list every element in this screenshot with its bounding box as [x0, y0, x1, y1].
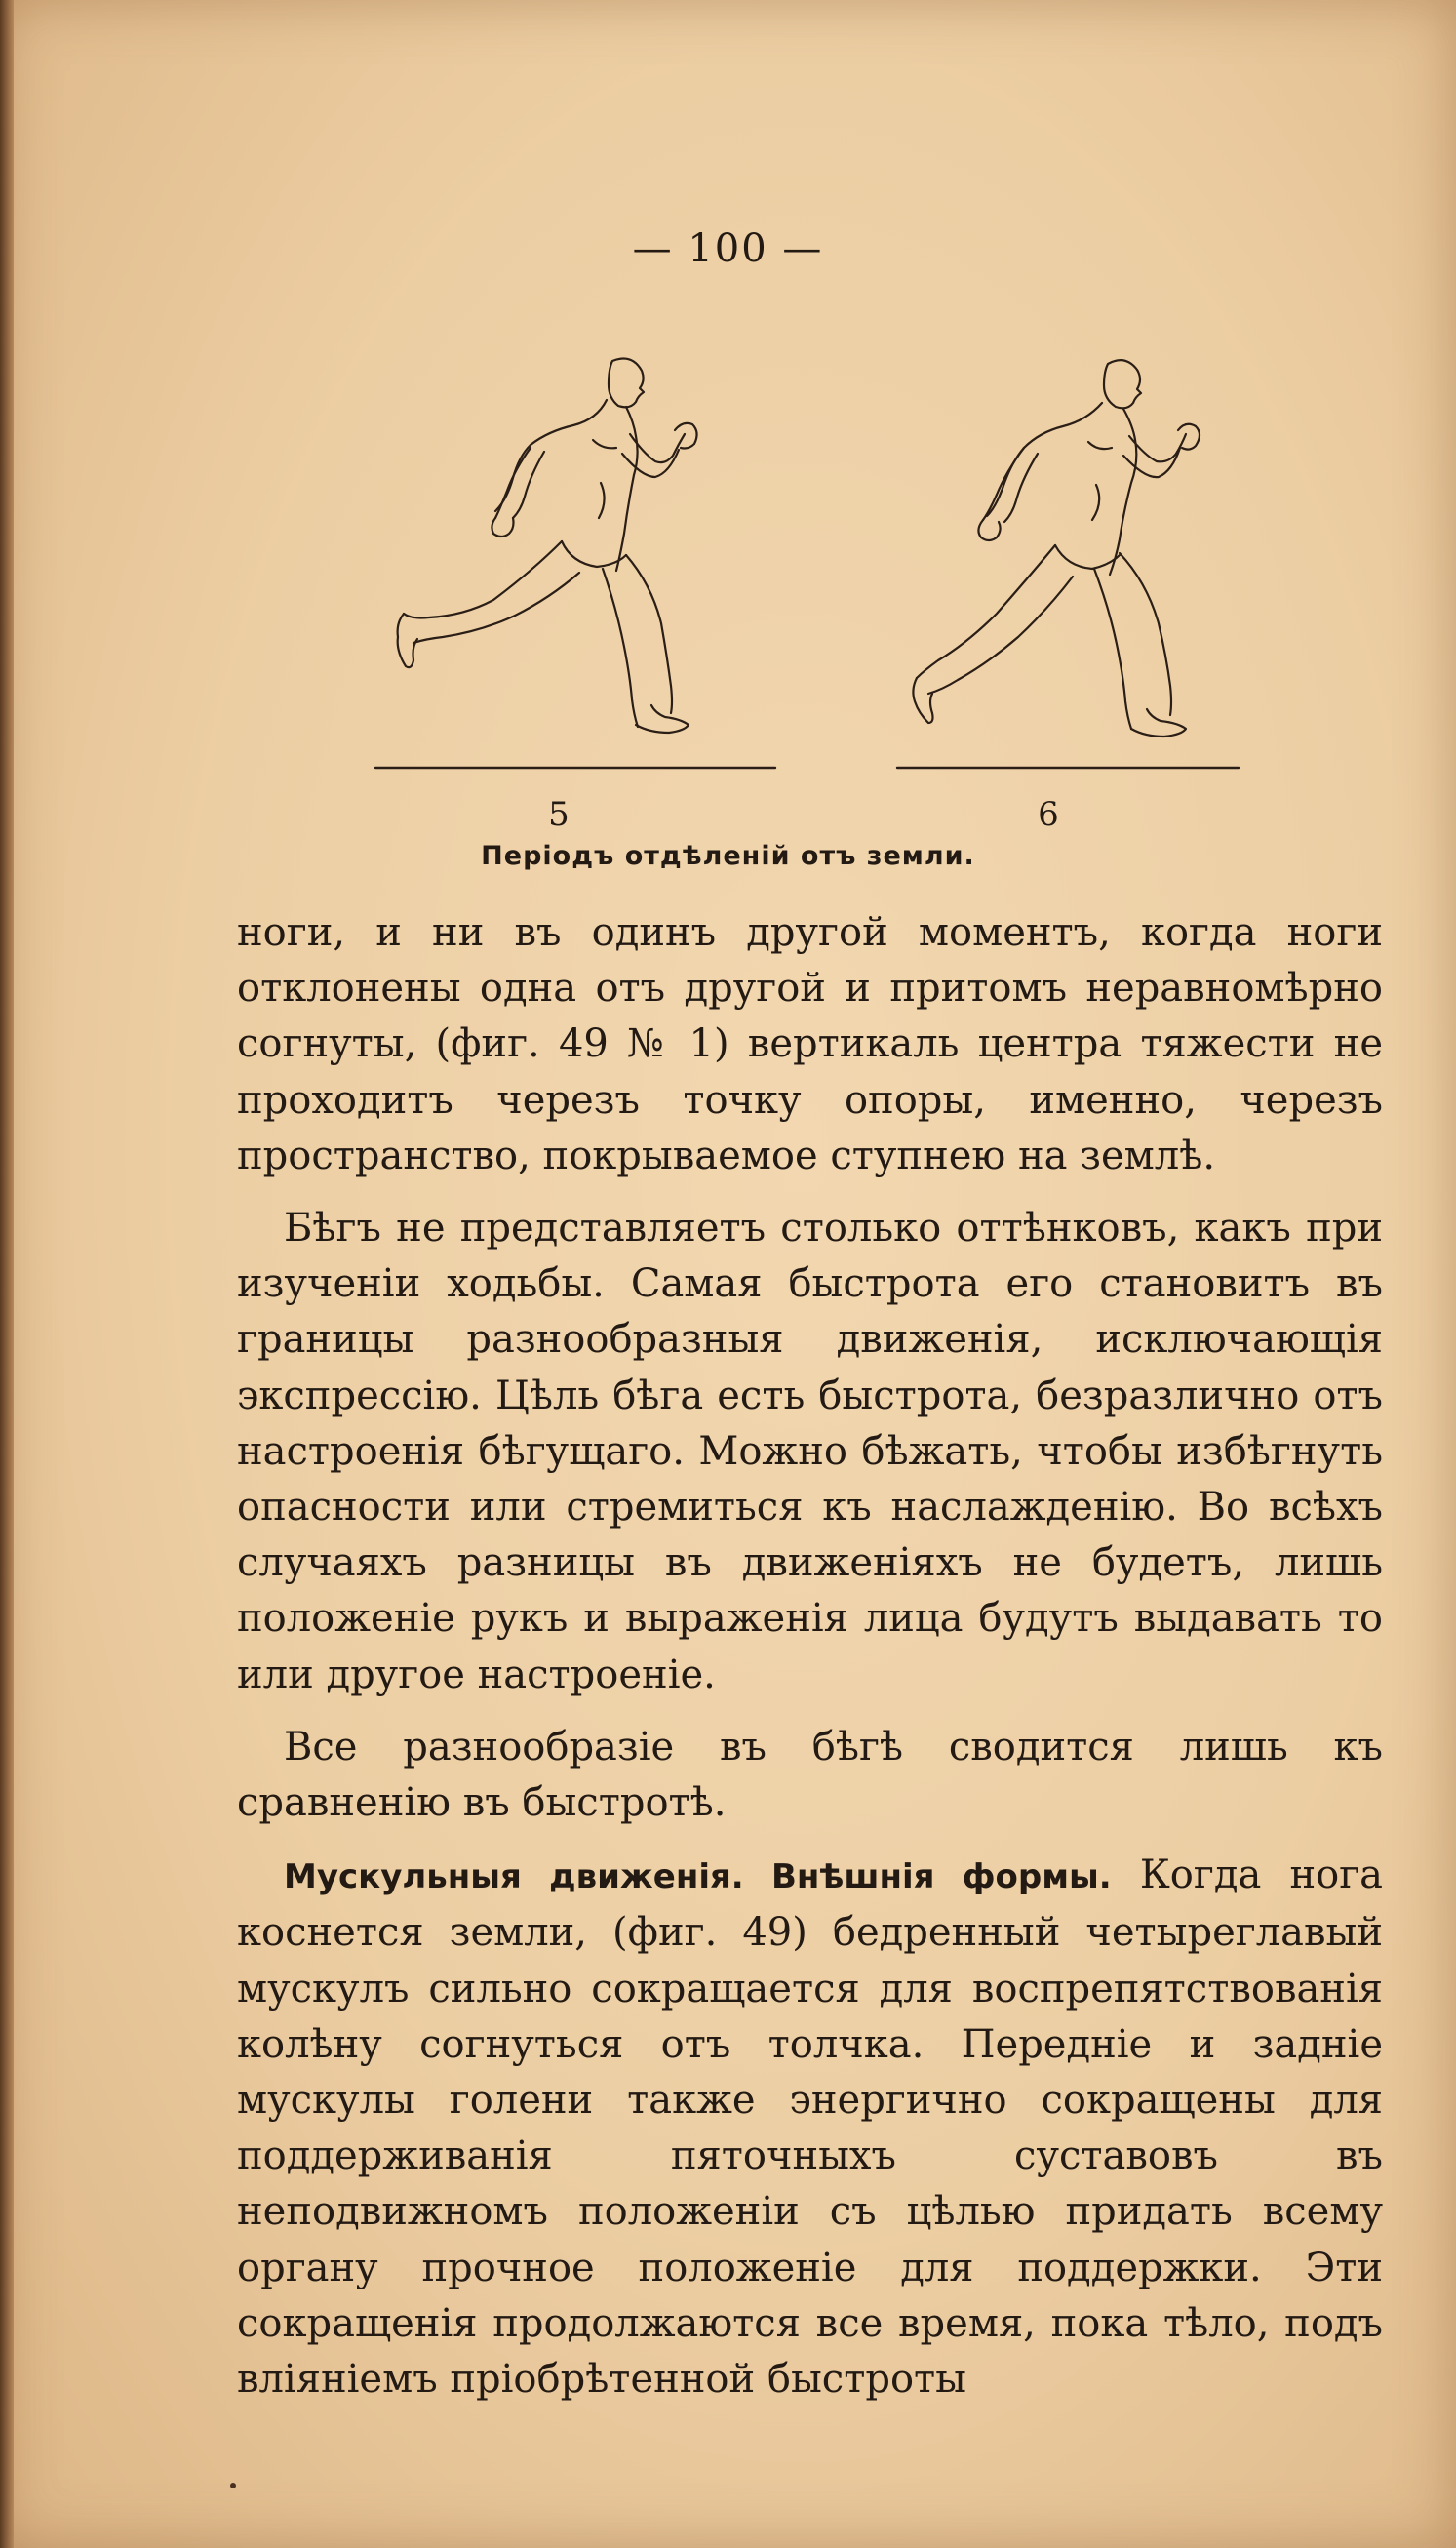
page-number: — 100 — [632, 226, 824, 271]
figure-5-label: 5 [548, 795, 570, 834]
paragraph-2: Бѣгъ не представляетъ столько оттѣнковъ, какъ при изученіи ходьбы. Самая быстрота его становитъ въ границы разнообразныя движенія, исключающія экспрессію. Цѣль бѣга есть быстрота, безразлично отъ настроенія бѣгущаго. Можно бѣжать, чтобы избѣгнуть опасности или стремиться къ наслажденію. Во всѣхъ случаяхъ разницы въ движеніяхъ не будетъ, лишь положеніе рукъ и выраженія лица будутъ выдавать то или другое настроеніе. [237, 1206, 1383, 1697]
paragraph-1: ноги, и ни въ одинъ другой моментъ, когда ноги отклонены одна отъ другой и притомъ неравномѣрно согнуты, (фиг. 49 № 1) вертикаль центра тяжести не проходитъ черезъ точку опоры, именно, черезъ пространство, покрываемое ступнею на землѣ. [237, 910, 1383, 1178]
figure-caption: Періодъ отдѣленій отъ земли. [481, 841, 975, 871]
running-man-figure-5-icon [371, 346, 780, 766]
paragraph-3: Все разнообразіе въ бѣгѣ сводится лишь къ сравненію въ быстротѣ. [237, 1724, 1383, 1826]
page-binding-edge [0, 0, 14, 2548]
body-text [237, 905, 1383, 2424]
paragraph-4-text: Когда нога коснется земли, (фиг. 49) бедренный четыреглавый мускулъ сильно сокращается для воспрепятствованія колѣну согнуться отъ толчка. Передніе и задніе мускулы голени также энергично сокращены для поддерживанія пяточныхъ суставовъ въ неподвижномъ положеніи съ цѣлью придать всему органу прочное положеніе для поддержки. Эти сокращенія продолжаются все время, пока тѣло, подъ вліяніемъ пріобрѣтенной быстроты [237, 1852, 1383, 2403]
running-man-figure-6-icon [887, 346, 1297, 766]
figure-6-label: 6 [1038, 795, 1059, 834]
section-heading: Мускульныя движенія. Внѣшнія формы. [284, 1857, 1112, 1897]
paragraph-4 [237, 1848, 1383, 2408]
print-speck [230, 2483, 236, 2488]
